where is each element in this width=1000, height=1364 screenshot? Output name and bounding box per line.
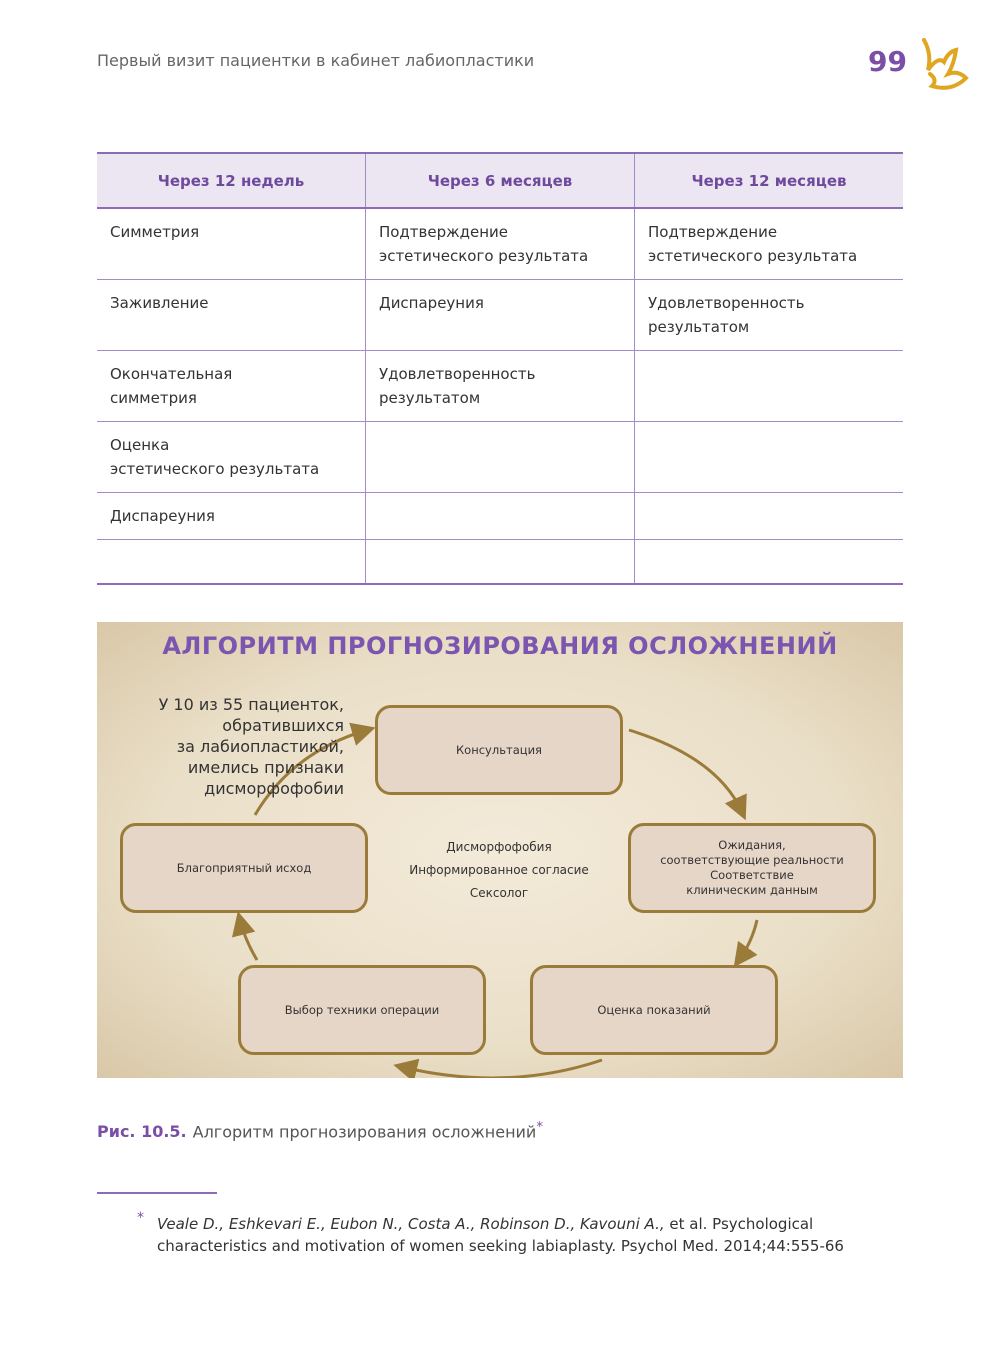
text-line: Соответствие xyxy=(710,868,794,882)
table-cell xyxy=(635,493,904,540)
table-cell xyxy=(97,280,365,351)
cell-line: Диспареуния xyxy=(110,507,215,525)
table-row xyxy=(97,422,903,493)
arrow-expect-to-assess xyxy=(739,920,757,960)
table-cell xyxy=(635,208,904,280)
cell-line: эстетического результата xyxy=(648,247,858,265)
figure-title: АЛГОРИТМ ПРОГНОЗИРОВАНИЯ ОСЛОЖНЕНИЙ xyxy=(162,632,838,660)
box-expectations xyxy=(628,823,876,913)
footnote-text: et al. Psychological characteristics and motivation of women seeking labiaplasty. Psychol Med. 2014;44:555-66 xyxy=(157,1215,844,1255)
caption-footnote-mark: * xyxy=(536,1120,543,1135)
caption-label: Рис. 10.5. xyxy=(97,1122,187,1142)
text-line: Ожидания, xyxy=(718,838,786,852)
figure-caption xyxy=(97,1120,543,1141)
center-factors xyxy=(399,836,599,905)
table-cell xyxy=(365,540,634,585)
cell-line: симметрия xyxy=(110,389,197,407)
cell-line: Подтверждение xyxy=(378,223,509,241)
table-cell xyxy=(365,208,634,280)
cell-line: Окончательная xyxy=(110,365,233,383)
text-line: У 10 из 55 пациенток, xyxy=(158,695,344,714)
table-cell xyxy=(97,351,365,422)
cell-line: эстетического результата xyxy=(110,460,320,478)
text-line: Информированное согласие xyxy=(409,863,589,877)
table-cell xyxy=(97,422,365,493)
table-cell xyxy=(635,540,904,585)
box-consultation xyxy=(375,705,623,795)
arrow-technique-to-outcome xyxy=(240,920,257,960)
text-line: обратившихся xyxy=(222,716,344,735)
box-favorable-outcome xyxy=(120,823,368,913)
cell-line: Удовлетворенность xyxy=(648,294,805,312)
algorithm-figure xyxy=(97,622,903,1078)
column-header: Через 12 недель xyxy=(97,153,365,208)
footnote-mark: * xyxy=(137,1210,144,1226)
table-row xyxy=(97,493,903,540)
table-cell xyxy=(97,493,365,540)
table-cell xyxy=(365,280,634,351)
text-line: Консультация xyxy=(456,742,542,757)
table-cell xyxy=(635,280,904,351)
cell-line: эстетического результата xyxy=(378,247,589,265)
text-line: Благоприятный исход xyxy=(176,860,312,875)
follow-up-table xyxy=(97,152,903,585)
footnote-authors: Veale D., Eshkevari E., Eubon N., Costa A., Robinson D., Kavouni A., xyxy=(157,1215,665,1233)
cell-line: Симметрия xyxy=(110,223,200,241)
text-line: Оценка показаний xyxy=(597,1002,711,1017)
cell-line: Диспареуния xyxy=(378,294,484,312)
box-technique-choice xyxy=(238,965,486,1055)
text-line: Дисморфофобия xyxy=(446,840,552,854)
cell-line: Подтверждение xyxy=(648,223,778,241)
table-row xyxy=(97,540,903,585)
text-line: клиническим данным xyxy=(686,883,818,897)
table-cell xyxy=(635,351,904,422)
text-line: Сексолог xyxy=(469,886,529,900)
text-line: Выбор техники операции xyxy=(284,1002,440,1017)
table-row xyxy=(97,280,903,351)
cell-line: результатом xyxy=(378,389,481,407)
cell-line: Заживление xyxy=(110,294,209,312)
table-row xyxy=(97,351,903,422)
column-header: Через 6 месяцев xyxy=(365,153,634,208)
lotus-logo-icon xyxy=(918,36,970,96)
page-number: 99 xyxy=(868,45,907,78)
footnote-divider xyxy=(97,1192,217,1194)
text-line: за лабиопластикой, xyxy=(176,737,344,756)
box-indications-assessment xyxy=(530,965,778,1055)
text-line: дисморфофобии xyxy=(204,779,344,798)
cell-line: результатом xyxy=(648,318,750,336)
caption-text: Алгоритм прогнозирования осложнений xyxy=(192,1122,537,1142)
footnote xyxy=(157,1213,907,1257)
table-cell xyxy=(365,422,634,493)
table-cell xyxy=(97,208,365,280)
table-cell xyxy=(635,422,904,493)
cell-line: Оценка xyxy=(110,436,170,454)
dysmorphophobia-note xyxy=(159,694,344,799)
table-cell xyxy=(365,351,634,422)
table-cell xyxy=(97,540,365,585)
column-header: Через 12 месяцев xyxy=(635,153,904,208)
text-line: соответствующие реальности xyxy=(660,853,844,867)
text-line: имелись признаки xyxy=(187,758,344,777)
arrow-consult-to-expect xyxy=(629,730,742,812)
table-cell xyxy=(365,493,634,540)
table-row xyxy=(97,208,903,280)
running-title: Первый визит пациентки в кабинет лабиопластики xyxy=(97,51,535,70)
arrow-assess-to-technique xyxy=(402,1060,602,1078)
cell-line: Удовлетворенность xyxy=(378,365,536,383)
